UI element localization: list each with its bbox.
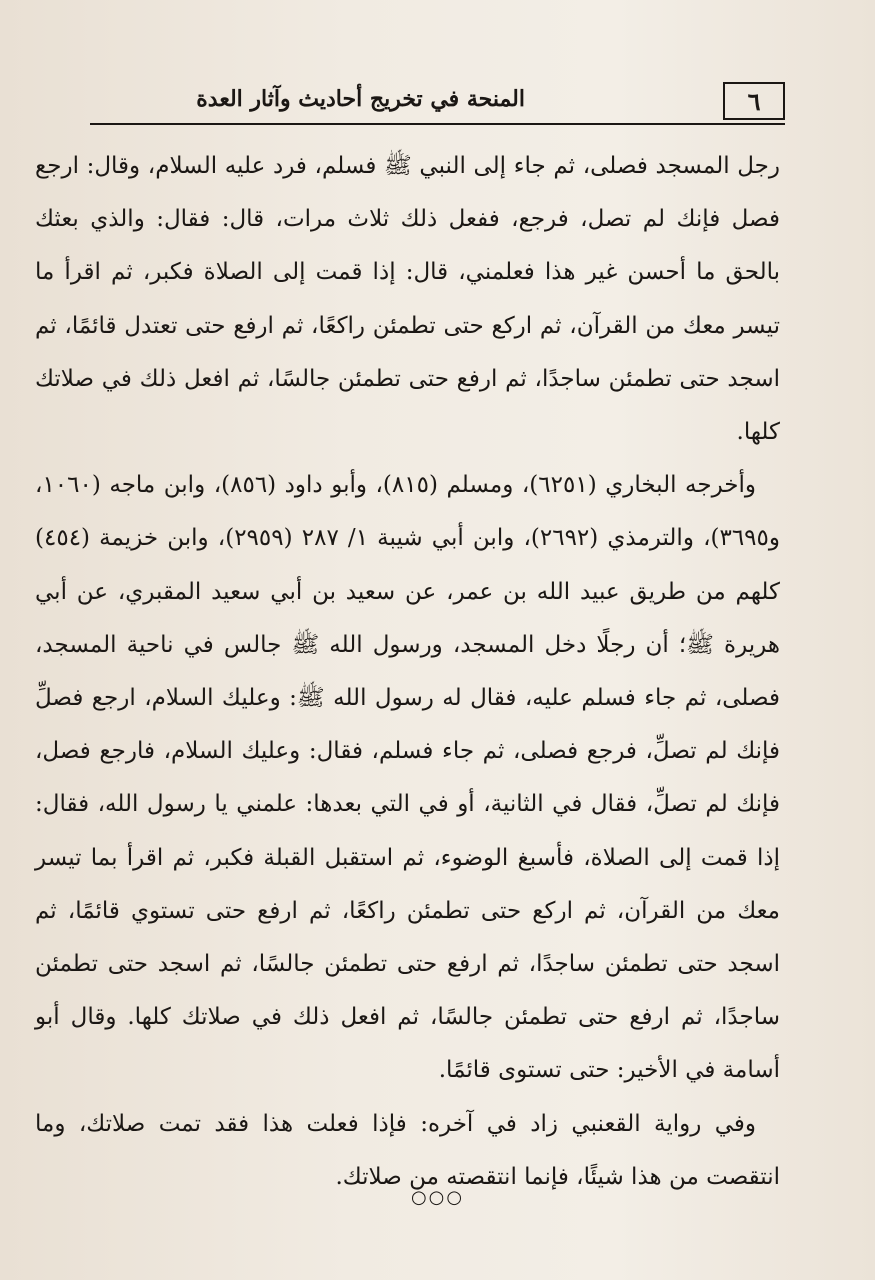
page-body xyxy=(35,140,780,1204)
paragraph-3: وفي رواية القعنبي زاد في آخره: فإذا فعلت هذا فقد تمت صلاتك، وما انتقصت من هذا شيئًا، فإنما انتقصته من صلاتك. xyxy=(35,1110,780,1190)
page-header xyxy=(90,78,785,124)
page-number: ٦ xyxy=(723,82,785,120)
paragraph-2: وأخرجه البخاري (٦٢٥١)، ومسلم (٨١٥)، وأبو داود (٨٥٦)، وابن ماجه (١٠٦٠، و٣٦٩٥)، والترمذي (٢٦٩٢)، وابن أبي شيبة ١/ ٢٨٧ (٢٩٥٩)، وابن خزيمة (٤٥٤) كلهم من طريق عبيد الله بن عمر، عن سعيد بن أبي سعيد المقبري، عن أبي هريرة ﷺ؛ أن رجلًا دخل المسجد، ورسول الله ﷺ جالس في ناحية المسجد، فصلى، ثم جاء فسلم عليه، فقال له رسول الله ﷺ: وعليك السلام، ارجع فصلِّ فإنك لم تصلِّ، فرجع فصلى، ثم جاء فسلم، فقال: وعليك السلام، فارجع فصل، فإنك لم تصلِّ، فقال في الثانية، أو في التي بعدها: علمني يا رسول الله، فقال: إذا قمت إلى الصلاة، فأسبغ الوضوء، ثم استقبل القبلة فكبر، ثم اقرأ بما تيسر معك من القرآن، ثم اركع حتى تطمئن راكعًا، ثم ارفع حتى تستوي قائمًا، ثم اسجد حتى تطمئن ساجدًا، ثم ارفع حتى تطمئن جالسًا، ثم اسجد حتى تطمئن ساجدًا، ثم ارفع حتى تطمئن جالسًا، ثم افعل ذلك في صلاتك كلها. وقال أبو أسامة في الأخير: حتى تستوى قائمًا. xyxy=(35,472,780,1084)
running-title: المنحة في تخريج أحاديث وآثار العدة xyxy=(196,86,525,112)
end-ornament: ○○○ xyxy=(410,1187,465,1208)
header-rule xyxy=(90,123,785,125)
paragraph-1: رجل المسجد فصلى، ثم جاء إلى النبي ﷺ فسلم، فرد عليه السلام، وقال: ارجع فصل فإنك لم تصل، فرجع، ففعل ذلك ثلاث مرات، قال: فقال: والذي بعثك بالحق ما أحسن غير هذا فعلمني، قال: إذا قمت إلى الصلاة فكبر، ثم اقرأ ما تيسر معك من القرآن، ثم اركع حتى تطمئن راكعًا، ثم ارفع حتى تعتدل قائمًا، ثم اسجد حتى تطمئن ساجدًا، ثم ارفع حتى تطمئن جالسًا، ثم افعل ذلك في صلاتك كلها. xyxy=(35,153,780,446)
